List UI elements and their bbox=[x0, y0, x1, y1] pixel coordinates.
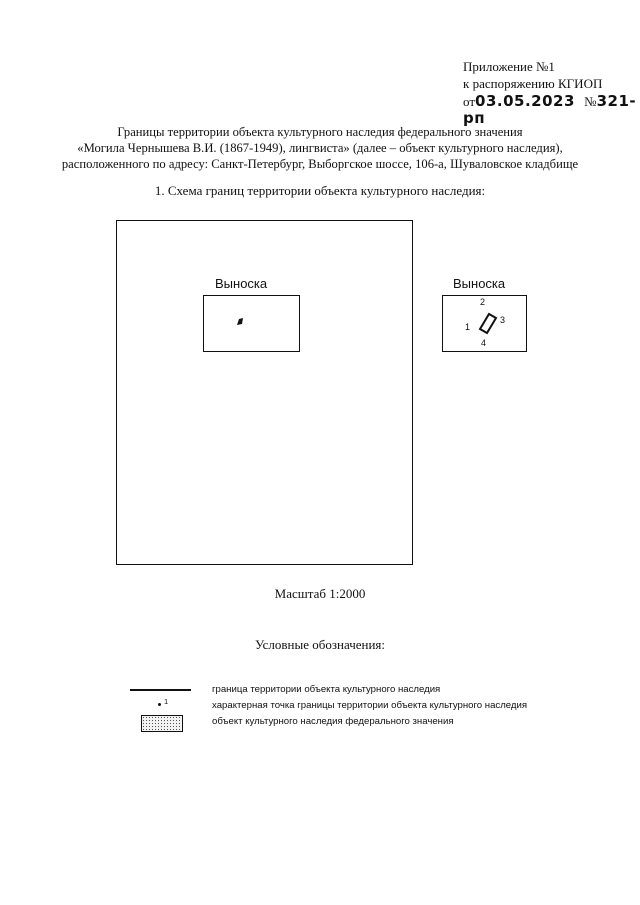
appendix-line-3 bbox=[463, 93, 640, 127]
main-map-callout-box bbox=[203, 295, 300, 352]
point-label-2: 2 bbox=[480, 297, 486, 307]
appendix-number: 321-рп bbox=[463, 92, 637, 127]
appendix-line-1: Приложение №1 bbox=[463, 59, 555, 74]
legend-point-dot-icon bbox=[158, 703, 161, 706]
legend-item-point: характерная точка границы территории объекта культурного наследия bbox=[212, 700, 528, 711]
legend-heritage-hatch bbox=[141, 715, 183, 732]
appendix-block bbox=[463, 58, 640, 127]
main-map-callout-label: Выноска bbox=[215, 276, 268, 291]
legend-title: Условные обозначения: bbox=[254, 637, 386, 652]
title-line-3: расположенного по адресу: Санкт-Петербург, Выборгское шоссе, 106-а, Шуваловское кладбище bbox=[61, 157, 579, 171]
title-line-2: «Могила Чернышева В.И. (1867-1949), лингвиста» (далее – объект культурного наследия), bbox=[77, 141, 563, 155]
callout-label: Выноска bbox=[453, 276, 506, 291]
legend-point-sample-label: 1 bbox=[164, 697, 169, 706]
point-label-4: 4 bbox=[481, 338, 487, 348]
legend-item-heritage: объект культурного наследия федерального значения bbox=[212, 716, 454, 727]
appendix-date-prefix: от bbox=[463, 94, 476, 109]
point-label-3: 3 bbox=[500, 315, 506, 325]
section-heading: 1. Схема границ территории объекта культурного наследия: bbox=[154, 183, 486, 198]
site-marker-icon bbox=[234, 316, 246, 328]
boundary-polygon-icon bbox=[476, 311, 500, 335]
appendix-date: 03.05.2023 bbox=[475, 92, 575, 110]
point-label-1: 1 bbox=[465, 322, 471, 332]
legend-boundary-line bbox=[130, 689, 191, 691]
appendix-number-prefix: № bbox=[584, 94, 597, 109]
main-map-frame bbox=[116, 220, 413, 565]
legend-item-boundary: граница территории объекта культурного наследия bbox=[212, 684, 441, 695]
document-title bbox=[60, 124, 580, 172]
map-scale: Масштаб 1:2000 bbox=[274, 586, 366, 601]
appendix-line-2: к распоряжению КГИОП bbox=[463, 76, 603, 91]
title-line-1: Границы территории объекта культурного наследия федерального значения bbox=[117, 125, 523, 139]
